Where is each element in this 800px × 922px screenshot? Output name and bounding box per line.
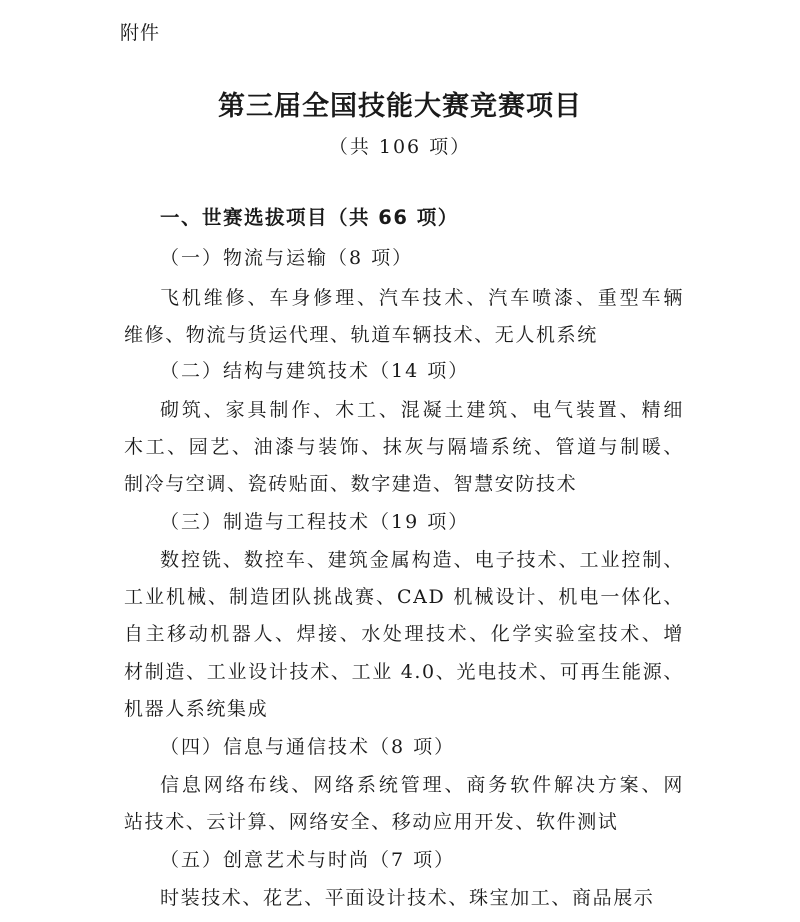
category-text-line: 飞机维修、车身修理、汽车技术、汽车喷漆、重型车辆 [160, 287, 684, 309]
category-text-line: 制冷与空调、瓷砖贴面、数字建造、智慧安防技术 [124, 473, 578, 495]
attachment-label: 附件 [120, 22, 161, 44]
category-text-line: 机器人系统集成 [124, 698, 269, 720]
category-text-line: 工业机械、制造团队挑战赛、CAD 机械设计、机电一体化、 [124, 586, 684, 608]
category-text-line: 自主移动机器人、焊接、水处理技术、化学实验室技术、增 [124, 623, 684, 645]
category-text-line: 站技术、云计算、网络安全、移动应用开发、软件测试 [124, 811, 619, 833]
category-text-line: 砌筑、家具制作、木工、混凝土建筑、电气装置、精细 [160, 399, 684, 421]
category-text-line: 木工、园艺、油漆与装饰、抹灰与隔墙系统、管道与制暖、 [124, 436, 684, 458]
category-heading-construction: （二）结构与建筑技术（14 项） [160, 360, 470, 382]
category-text-line: 数控铣、数控车、建筑金属构造、电子技术、工业控制、 [160, 549, 684, 571]
category-text-line: 信息网络布线、网络系统管理、商务软件解决方案、网 [160, 774, 684, 796]
document-title: 第三届全国技能大赛竞赛项目 [218, 91, 582, 122]
category-text-line: 时装技术、花艺、平面设计技术、珠宝加工、商品展示 [160, 887, 655, 909]
document-subtitle: （共 106 项） [328, 136, 472, 158]
section-heading: 一、世赛选拔项目（共 66 项） [160, 206, 459, 229]
category-text-line: 材制造、工业设计技术、工业 4.0、光电技术、可再生能源、 [124, 661, 684, 683]
category-heading-ict: （四）信息与通信技术（8 项） [160, 736, 456, 758]
category-heading-creative-arts: （五）创意艺术与时尚（7 项） [160, 849, 456, 871]
category-heading-logistics: （一）物流与运输（8 项） [160, 247, 414, 269]
category-heading-manufacturing: （三）制造与工程技术（19 项） [160, 511, 470, 533]
category-text-line: 维修、物流与货运代理、轨道车辆技术、无人机系统 [124, 324, 598, 346]
